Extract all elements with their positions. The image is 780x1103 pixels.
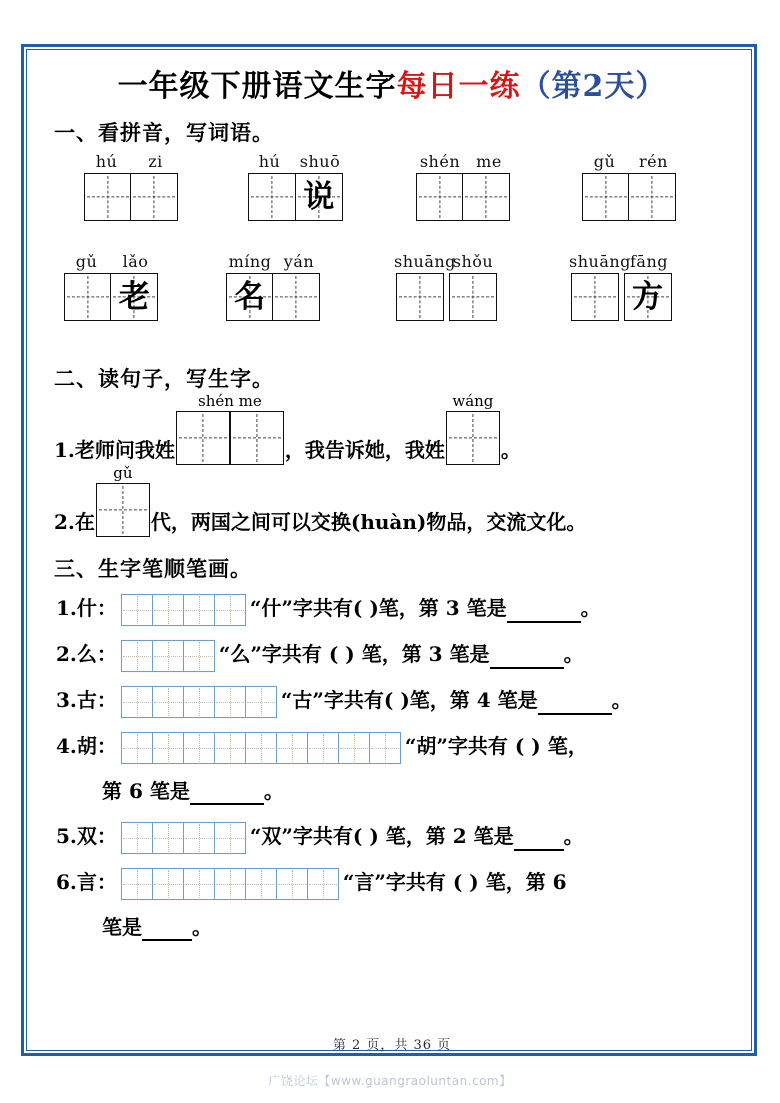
tianzige-cell[interactable] [449,273,497,321]
pinyin-label [62,251,160,273]
sentence-text: 。 [500,438,521,462]
stroke-end-punct: 。 [192,915,212,939]
pinyin-syllable: lǎo [122,252,149,271]
word-group-hu-zi [82,151,180,221]
tianzige-boxes [569,273,673,321]
stroke-end-punct: 。 [263,779,284,803]
stroke-practice-grid[interactable] [120,685,278,719]
answer-blank[interactable] [490,667,564,669]
stroke-question-text: 第 6 笔是 [102,779,190,803]
page-number-text: 第 2 页，共 36 页 [332,1038,452,1053]
section-3-heading: 三、生字笔顺笔画。 [54,556,252,581]
tianzige-boxes [580,173,678,221]
tianzige-cell[interactable] [176,411,230,465]
sentence-item-1 [54,392,760,469]
sentence-text: ，我告诉她，我姓 [284,438,445,462]
stroke-item-3 [56,679,760,721]
stroke-question-text: “什”字共有( )笔，第 3 笔是 [249,596,507,620]
pinyin-syllable: gǔ [75,252,98,271]
sentence-text: 在 [74,510,95,534]
stroke-grid-cell[interactable] [214,822,246,854]
tianzige-cell[interactable] [628,173,676,221]
answer-cells-shen-me [176,392,284,465]
footer [24,1034,760,1053]
cell-character [450,274,496,320]
stroke-item-4-continuation [102,771,760,811]
word-group-ming-yan [224,251,322,321]
tianzige-cell[interactable] [96,483,150,537]
pinyin-syllable: hú [95,152,118,171]
pinyin-syllable: me [476,152,502,171]
tianzige-cell[interactable] [624,273,672,321]
stroke-practice-grid[interactable] [120,731,402,765]
tianzige-boxes [446,411,500,465]
stroke-practice-grid[interactable] [120,867,340,901]
tianzige-cell[interactable] [396,273,444,321]
sentence-text: 代，两国之间可以交换(huàn)物品，交流文化。 [150,510,587,534]
stroke-item-4 [56,725,760,767]
stroke-question-text: “古”字共有( )笔，第 4 笔是 [280,688,538,712]
stroke-item-label: 1.什： [56,596,117,620]
stroke-grid-cell[interactable] [307,732,339,764]
title-part-practice: 每日一练 [396,69,521,104]
stroke-item-label: 5.双： [56,824,117,848]
tianzige-cell[interactable] [582,173,630,221]
pinyin-syllable: gǔ [593,152,616,171]
stroke-grid-cell[interactable] [121,594,153,626]
cell-character: 名 [234,278,266,315]
tianzige-cell[interactable] [416,173,464,221]
pinyin-syllable: rén [639,152,668,171]
pinyin-syllable: shuō [299,152,341,171]
word-group-gu-ren [580,151,678,221]
stroke-grid-cell[interactable] [183,732,215,764]
stroke-grid-cell[interactable] [214,594,246,626]
stroke-grid-cell[interactable] [214,868,246,900]
pinyin-syllable: zi [148,152,163,171]
pinyin-label [580,151,678,173]
tianzige-boxes [176,411,284,465]
sentence-flow [54,392,521,465]
pinyin-syllable: hú [258,152,281,171]
tianzige-cell[interactable] [230,411,284,465]
stroke-grid-cell[interactable] [369,732,401,764]
tianzige-cell[interactable] [64,273,112,321]
sentence-number: 1. [54,438,75,462]
word-group-shuang-shou [394,251,498,321]
pinyin-row-2 [24,251,760,351]
tianzige-cell[interactable] [248,173,296,221]
pinyin-label [245,151,346,173]
stroke-question-text: 笔是 [102,915,142,939]
stroke-grid-cell[interactable] [276,868,308,900]
pinyin-syllable: shén [419,152,461,171]
tianzige-cell[interactable] [571,273,619,321]
stroke-end-punct: 。 [563,824,584,848]
cell-character [397,274,443,320]
stroke-item-6-continuation [102,907,760,947]
pinyin-syllable: shuāng [394,252,456,271]
tianzige-boxes [96,483,150,537]
stroke-grid-cell[interactable] [152,686,184,718]
page-border-frame [21,44,757,1056]
stroke-grid-cell[interactable] [121,732,153,764]
answer-cells-gu [96,464,150,537]
tianzige-boxes [414,173,512,221]
tianzige-cell[interactable] [226,273,274,321]
cell-character [572,274,618,320]
stroke-practice-grid[interactable] [120,639,216,673]
stroke-grid-cell[interactable] [121,868,153,900]
cell-character [417,174,463,220]
answer-blank[interactable] [190,803,264,805]
stroke-grid-cell[interactable] [276,732,308,764]
stroke-end-punct: 。 [563,642,584,666]
stroke-grid-cell[interactable] [152,868,184,900]
answer-blank[interactable] [507,621,581,623]
title-part-subject: 一年级下册语文生字 [117,69,397,104]
pinyin-label: gǔ [113,464,133,482]
stroke-item-2 [56,633,760,675]
tianzige-boxes [224,273,322,321]
cell-character: 说 [303,178,335,215]
cell-character [249,174,295,220]
pinyin-label [414,151,512,173]
pinyin-syllable: míng [228,252,272,271]
stroke-grid-cell[interactable] [338,732,370,764]
stroke-grid-cell[interactable] [245,686,277,718]
stroke-grid-cell[interactable] [183,640,215,672]
cell-character [583,174,629,220]
answer-blank[interactable] [538,713,612,715]
stroke-practice-grid[interactable] [120,593,247,627]
stroke-grid-cell[interactable] [183,594,215,626]
cell-character [131,174,177,220]
pinyin-row-1 [24,151,760,251]
stroke-grid-cell[interactable] [152,594,184,626]
cell-character [65,274,111,320]
tianzige-boxes [394,273,498,321]
stroke-question-text: “么”字共有 ( ) 笔，第 3 笔是 [218,642,490,666]
pinyin-label [394,251,498,273]
tianzige-boxes [245,173,346,221]
pinyin-syllable: fāng [629,252,668,271]
pinyin-label: wáng [452,392,494,410]
tianzige-boxes [82,173,180,221]
sentence-flow [54,464,587,537]
tianzige-cell[interactable] [295,173,343,221]
cell-character [273,274,319,320]
stroke-end-punct: 。 [580,596,601,620]
pinyin-label [569,251,673,273]
tianzige-cell[interactable] [462,173,510,221]
stroke-grid-cell[interactable] [121,640,153,672]
stroke-item-label: 6.言： [56,870,117,894]
section-1-heading: 一、看拼音，写词语。 [54,120,274,145]
stroke-item-5 [56,815,760,857]
sentence-item-2 [54,464,760,541]
stroke-item-1 [56,587,760,629]
watermark-text: 广饶论坛【www.guangraoluntan.com】 [268,1074,512,1088]
pinyin-label: shén me [198,392,262,410]
pinyin-syllable: shǒu [452,252,494,271]
section-2-heading: 二、读句子，写生字。 [54,366,274,391]
tianzige-boxes [62,273,160,321]
stroke-item-label: 2.么： [56,642,117,666]
stroke-grid-cell[interactable] [214,732,246,764]
stroke-grid-cell[interactable] [183,822,215,854]
stroke-grid-cell[interactable] [214,686,246,718]
cell-character [463,174,509,220]
page-title [24,61,760,105]
cell-character: 方 [632,278,663,315]
word-group-shen-me [414,151,512,221]
stroke-grid-cell[interactable] [307,868,339,900]
stroke-grid-cell[interactable] [183,686,215,718]
tianzige-cell[interactable] [84,173,132,221]
stroke-grid-cell[interactable] [183,868,215,900]
stroke-grid-cell[interactable] [152,822,184,854]
worksheet-content [24,47,760,1059]
stroke-item-6 [56,861,760,903]
tianzige-cell[interactable] [272,273,320,321]
pinyin-syllable: yán [283,252,315,271]
tianzige-cell[interactable] [130,173,178,221]
cell-character: 老 [118,278,150,315]
stroke-item-label: 4.胡： [56,734,117,758]
word-group-shuang-fang [569,251,673,321]
stroke-grid-cell[interactable] [152,640,184,672]
sentence-number: 2. [54,510,75,534]
stroke-question-text: “言”字共有 ( ) 笔，第 6 [342,870,567,894]
stroke-grid-cell[interactable] [245,732,277,764]
stroke-question-text: “双”字共有( ) 笔，第 2 笔是 [249,824,514,848]
answer-blank[interactable] [142,939,192,941]
stroke-grid-cell[interactable] [121,686,153,718]
answer-blank[interactable] [514,849,564,851]
word-group-hu-shuo [245,151,346,221]
word-group-gu-lao [62,251,160,321]
stroke-item-label: 3.古： [56,688,117,712]
stroke-grid-cell[interactable] [121,822,153,854]
pinyin-label [224,251,322,273]
title-part-day: （第2天） [520,69,667,104]
stroke-question-text: “胡”字共有 ( ) 笔， [404,734,588,758]
tianzige-cell[interactable] [446,411,500,465]
tianzige-cell[interactable] [110,273,158,321]
pinyin-label [82,151,180,173]
cell-character [85,174,131,220]
stroke-grid-cell[interactable] [245,868,277,900]
pinyin-syllable: shuāng [569,252,631,271]
stroke-practice-grid[interactable] [120,821,247,855]
sentence-text: 老师问我姓 [74,438,175,462]
cell-character [629,174,675,220]
answer-cells-wang [446,392,500,465]
stroke-grid-cell[interactable] [152,732,184,764]
stroke-end-punct: 。 [611,688,632,712]
